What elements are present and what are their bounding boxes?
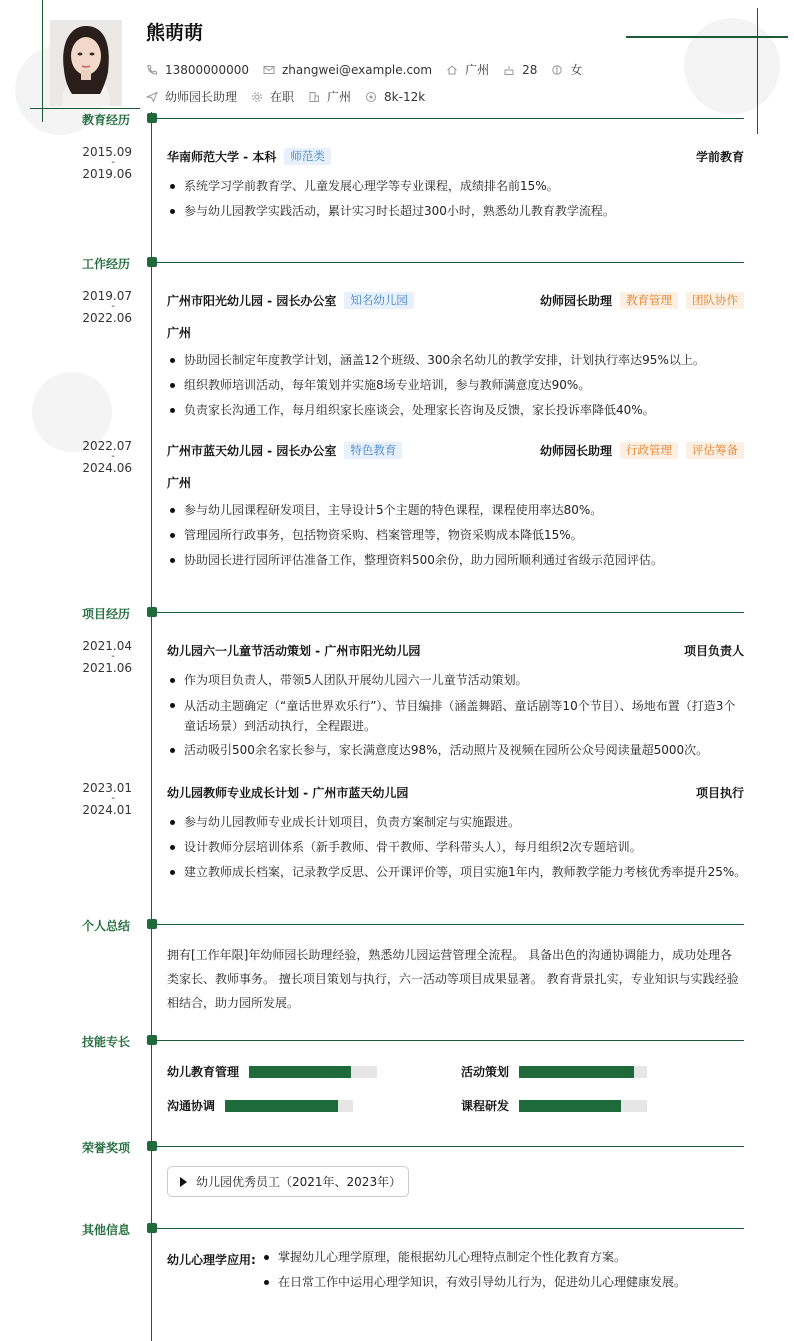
proj1-dash: - [111,651,115,662]
other-label: 幼儿心理学应用: [167,1253,256,1267]
section-divider-project [155,612,744,613]
section-title-project: 项目经历 [81,607,130,621]
section-divider-awards [155,1146,744,1147]
work2-date [70,440,132,474]
skill-2 [461,1063,647,1080]
proj1-bullets [167,668,747,763]
job-intent-row [146,88,439,105]
edu-start: 2015.09 [82,145,132,159]
list-item: 作为项目负责人，带领5人团队开展幼儿园六一儿童节活动策划。 [167,668,747,693]
list-item: 掌握幼儿心理学原理，能根据幼儿心理特点制定个性化教育方案。 [261,1245,741,1270]
work1-role-group [540,292,744,309]
home-icon [446,64,458,76]
job-target-text: 幼师园长助理 [165,90,238,104]
section-divider-summary [155,924,744,925]
proj2-role: 项目执行 [695,786,744,800]
skill-3-bar [225,1100,353,1112]
location-item [446,61,489,78]
coin-icon [365,91,377,103]
list-item: 参与幼儿园教学实践活动，累计实习时长超过300小时，熟悉幼儿教育教学流程。 [167,199,747,224]
work1-tag-right-2: 团队协作 [686,292,744,309]
work2-role: 幼师园长助理 [539,444,612,458]
list-item: 协助园长制定年度教学计划，涵盖12个班级、300余名幼儿的教学安排，计划执行率达95%以上。 [167,348,747,373]
proj1-entry-head [167,642,744,659]
edu-school: 华南师范大学 - 本科 [167,150,277,164]
send-icon [146,91,158,103]
proj1-title: 幼儿园六一儿童节活动策划 - 广州市阳光幼儿园 [167,644,421,658]
phone-text: 13800000000 [165,62,249,77]
work2-tag-right-2: 评估筹备 [686,442,744,459]
job-target-item [146,88,237,105]
proj1-end: 2021.06 [82,661,132,675]
list-item: 组织教师培训活动，每年策划并实施8场专业培训，参与教师满意度达90%。 [167,373,747,398]
avatar [50,20,122,106]
location-text: 广州 [465,63,490,77]
skill-2-name: 活动策划 [461,1065,510,1079]
work2-end: 2024.06 [82,461,132,475]
work2-company: 广州市蓝天幼儿园 - 园长办公室 [167,444,337,458]
list-item: 从活动主题确定（“童话世界欢乐行”）、节目编排（涵盖舞蹈、童话剧等10个节目）、场地布置（打造3个童话场景）到活动执行，全程跟进。 [167,693,747,738]
section-divider-other [155,1228,744,1229]
phone-icon [146,64,158,76]
portrait-image [50,20,122,106]
status-item [251,88,294,105]
list-item: 设计教师分层培训体系（新手教师、骨干教师、学科带头人），每月组织2次专题培训。 [167,835,747,860]
proj2-start: 2023.01 [82,781,132,795]
work1-bullets [167,348,747,423]
work2-role-group [540,442,744,459]
proj2-dash: - [111,793,115,804]
skill-4-bar [519,1100,647,1112]
proj2-bullets [167,810,747,885]
work1-company: 广州市阳光幼儿园 - 园长办公室 [167,294,337,308]
award-item [167,1166,409,1197]
gender-text: 女 [570,63,583,77]
timeline-axis [151,112,152,1341]
salary-text: 8k-12k [384,89,426,104]
proj2-title: 幼儿园教师专业成长计划 - 广州市蓝天幼儿园 [167,786,409,800]
work-city-item [308,88,351,105]
contact-row [146,61,596,78]
section-divider-skills [155,1040,744,1041]
list-item: 负责家长沟通工作，每月组织家长座谈会，处理家长咨询及反馈，家长投诉率降低40%。 [167,398,747,423]
list-item: 建立教师成长档案，记录教学反思、公开课评价等，项目实施1年内，教师教学能力考核优秀率提升25%。 [167,860,747,885]
work1-end: 2022.06 [82,311,132,325]
decor-hline-left [30,108,140,109]
list-item: 参与幼儿园课程研发项目，主导设计5个主题的特色课程，课程使用率达80%。 [167,498,747,523]
decor-vline-left [42,0,43,122]
skill-1-name: 幼儿教育管理 [167,1065,240,1079]
section-title-skills: 技能专长 [81,1035,130,1049]
proj2-entry-head [167,784,744,801]
work1-dash: - [111,301,115,312]
decor-circle-top-right [684,18,780,114]
age-item [503,63,537,77]
award-text: 幼儿园优秀员工（2021年、2023年） [196,1175,402,1189]
work2-dash: - [111,451,115,462]
email-text: zhangwei@example.com [281,62,433,77]
cake-icon [503,64,515,76]
skill-2-bar [519,1066,647,1078]
edu-dash: - [111,157,115,168]
work2-city: 广州 [167,476,192,490]
proj2-date [70,782,132,816]
play-triangle-icon [180,1177,187,1187]
skill-4-name: 课程研发 [461,1099,510,1113]
other-bullets [261,1245,741,1295]
salary-item [365,90,425,104]
edu-bullets [167,174,747,224]
decor-vline-right [757,8,758,134]
work-city-text: 广州 [327,90,352,104]
edu-end: 2019.06 [82,167,132,181]
work2-start: 2022.07 [82,439,132,453]
section-title-other: 其他信息 [81,1223,130,1237]
section-title-awards: 荣誉奖项 [81,1141,130,1155]
work2-entry-head [167,442,744,459]
proj2-end: 2024.01 [82,803,132,817]
edu-entry-head [167,148,744,165]
section-title-education: 教育经历 [81,113,130,127]
section-divider-education [155,118,744,119]
work1-date [70,290,132,324]
edu-tag: 师范类 [284,148,331,165]
work1-tag: 知名幼儿园 [344,292,414,309]
list-item: 参与幼儿园教师专业成长计划项目，负责方案制定与实施跟进。 [167,810,747,835]
gender-icon [551,64,563,76]
section-title-summary: 个人总结 [81,919,130,933]
section-title-work: 工作经历 [81,257,130,271]
work1-tag-right-1: 教育管理 [620,292,678,309]
list-item: 协助园长进行园所评估准备工作，整理资料500余份，助力园所顺利通过省级示范园评估。 [167,548,747,573]
skill-3-name: 沟通协调 [167,1099,216,1113]
proj1-date [70,640,132,674]
list-item: 活动吸引500余名家长参与，家长满意度达98%，活动照片及视频在园所公众号阅读量超5000次。 [167,738,747,763]
work2-tag-right-1: 行政管理 [620,442,678,459]
candidate-name: 熊萌萌 [146,22,204,44]
skill-1-bar [249,1066,377,1078]
skill-3 [167,1097,353,1114]
work2-tag: 特色教育 [344,442,402,459]
list-item: 系统学习学前教育学、儿童发展心理学等专业课程，成绩排名前15%。 [167,174,747,199]
decor-hline-right [626,36,788,38]
list-item: 管理园所行政事务，包括物资采购、档案管理等，物资采购成本降低15%。 [167,523,747,548]
section-divider-work [155,262,744,263]
gear-icon [251,91,263,103]
phone-item [146,63,249,77]
summary-text: 拥有[工作年限]年幼师园长助理经验，熟悉幼儿园运营管理全流程。 具备出色的沟通协调能力，成功处理各类家长、教师事务。 擅长项目策划与执行，六一活动等项目成果显著。 教育背景扎实，专业知识与实践经验相结合，助力园所发展。 [167,948,739,1010]
age-text: 28 [522,62,538,77]
work1-start: 2019.07 [82,289,132,303]
work1-entry-head [167,292,744,309]
skill-3-fill [225,1100,338,1112]
edu-major: 学前教育 [695,150,744,164]
gender-item [551,61,582,78]
skill-4 [461,1097,647,1114]
mail-icon [263,64,275,76]
email-item [263,63,432,77]
list-item: 在日常工作中运用心理学知识，有效引导幼儿行为，促进幼儿心理健康发展。 [261,1270,741,1295]
proj1-role: 项目负责人 [683,644,744,658]
skill-1-fill [249,1066,351,1078]
skill-1 [167,1063,377,1080]
work2-bullets [167,498,747,573]
skill-2-fill [519,1066,634,1078]
work1-role: 幼师园长助理 [539,294,612,308]
skill-4-fill [519,1100,621,1112]
building-icon [308,91,320,103]
work1-city: 广州 [167,326,192,340]
status-text: 在职 [270,90,295,104]
proj1-start: 2021.04 [82,639,132,653]
edu-date [70,146,132,180]
